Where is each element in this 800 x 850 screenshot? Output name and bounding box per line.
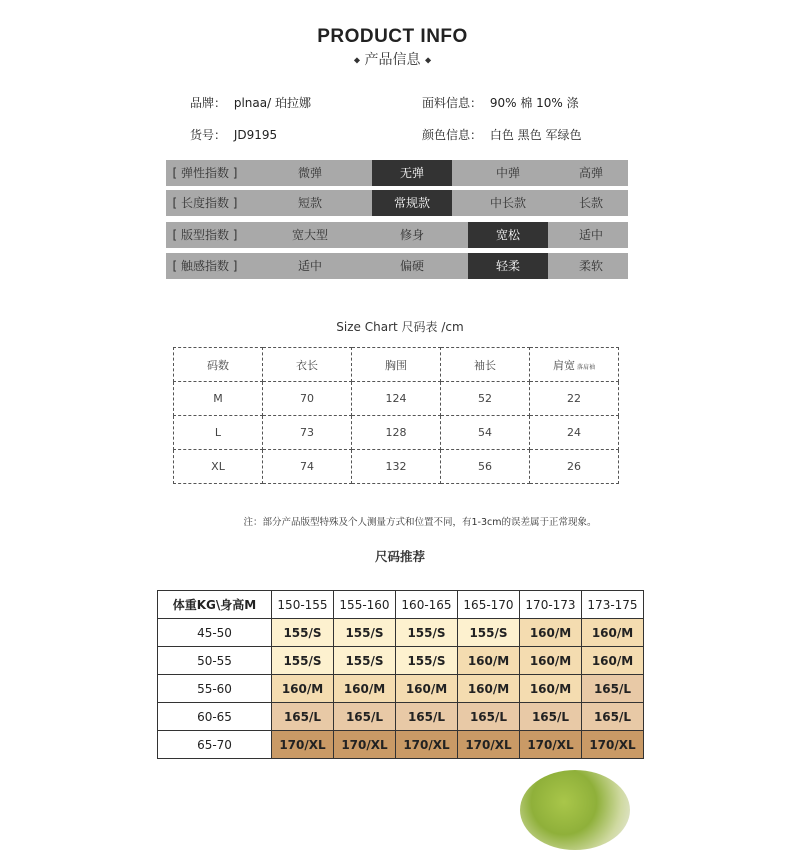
table-cell: 56 bbox=[441, 450, 530, 484]
table-row bbox=[158, 731, 644, 759]
color-label: 颜色信息： bbox=[422, 128, 483, 142]
attribute-option: 长款 bbox=[578, 196, 603, 210]
header-text: 码数 bbox=[207, 358, 229, 372]
subtitle-text: 产品信息 bbox=[364, 52, 421, 68]
header-text: 袖长 bbox=[474, 358, 496, 372]
size-cell: 165/L bbox=[272, 703, 334, 731]
size-cell: 160/M bbox=[582, 647, 644, 675]
attribute-bar bbox=[166, 160, 628, 186]
table-row bbox=[174, 450, 619, 484]
size-recommendation-table bbox=[157, 590, 644, 759]
height-header: 155-160 bbox=[334, 591, 396, 619]
attribute-bar bbox=[166, 190, 628, 216]
diamond-icon: ◆ bbox=[424, 55, 432, 65]
sku-label: 货号： bbox=[190, 128, 227, 142]
table-row bbox=[158, 703, 644, 731]
size-chart-header-row bbox=[174, 348, 619, 382]
size-cell: 165/L bbox=[582, 675, 644, 703]
attribute-bar bbox=[166, 222, 628, 248]
attribute-label: [ 长度指数 ] bbox=[172, 196, 238, 210]
size-cell: 160/M bbox=[458, 675, 520, 703]
size-cell: 155/S bbox=[458, 619, 520, 647]
attribute-option-selected: 宽松 bbox=[468, 222, 548, 248]
table-cell: 70 bbox=[263, 382, 352, 416]
attribute-option: 柔软 bbox=[578, 259, 603, 273]
size-cell: 155/S bbox=[334, 647, 396, 675]
table-cell: 73 bbox=[263, 416, 352, 450]
weight-header: 45-50 bbox=[158, 619, 272, 647]
height-header: 165-170 bbox=[458, 591, 520, 619]
brand-value: plnaa/ 珀拉娜 bbox=[233, 96, 311, 110]
table-cell: M bbox=[174, 382, 263, 416]
table-row bbox=[158, 675, 644, 703]
size-recommendation-title: 尺码推荐 bbox=[374, 549, 425, 564]
size-cell: 155/S bbox=[334, 619, 396, 647]
recommend-corner: 体重KG\身高M bbox=[158, 591, 272, 619]
size-chart-header bbox=[352, 348, 441, 382]
attribute-option: 宽大型 bbox=[291, 228, 328, 242]
weight-header: 65-70 bbox=[158, 731, 272, 759]
size-chart-header bbox=[174, 348, 263, 382]
table-cell: 26 bbox=[530, 450, 619, 484]
size-cell: 165/L bbox=[520, 703, 582, 731]
diamond-icon: ◆ bbox=[353, 55, 361, 65]
product-thumbnail bbox=[520, 770, 630, 850]
table-cell: 128 bbox=[352, 416, 441, 450]
size-chart-header bbox=[263, 348, 352, 382]
size-cell: 160/M bbox=[520, 675, 582, 703]
size-cell: 155/S bbox=[272, 619, 334, 647]
size-cell: 160/M bbox=[458, 647, 520, 675]
table-cell: 132 bbox=[352, 450, 441, 484]
attribute-option: 中长款 bbox=[489, 196, 526, 210]
header-text: 衣长 bbox=[296, 358, 318, 372]
attribute-option: 偏硬 bbox=[399, 259, 424, 273]
size-cell: 155/S bbox=[272, 647, 334, 675]
table-cell: XL bbox=[174, 450, 263, 484]
size-cell: 170/XL bbox=[334, 731, 396, 759]
table-row bbox=[174, 416, 619, 450]
fabric-info bbox=[422, 94, 579, 111]
fabric-value: 90% 棉 10% 涤 bbox=[489, 96, 579, 110]
sku-value: JD9195 bbox=[233, 128, 278, 142]
size-cell: 160/M bbox=[520, 647, 582, 675]
table-cell: 124 bbox=[352, 382, 441, 416]
size-cell: 160/M bbox=[520, 619, 582, 647]
size-cell: 170/XL bbox=[272, 731, 334, 759]
weight-header: 50-55 bbox=[158, 647, 272, 675]
page-title: PRODUCT INFO bbox=[317, 26, 468, 47]
table-row bbox=[158, 647, 644, 675]
size-cell: 155/S bbox=[396, 619, 458, 647]
sku-info bbox=[190, 126, 277, 143]
size-chart-header bbox=[530, 348, 619, 382]
attribute-option-selected: 轻柔 bbox=[468, 253, 548, 279]
height-header: 173-175 bbox=[582, 591, 644, 619]
weight-header: 60-65 bbox=[158, 703, 272, 731]
attribute-option: 中弹 bbox=[495, 166, 520, 180]
attribute-option: 高弹 bbox=[578, 166, 603, 180]
size-chart-table bbox=[173, 347, 619, 484]
recommend-header-row bbox=[158, 591, 644, 619]
size-cell: 165/L bbox=[582, 703, 644, 731]
table-cell: 24 bbox=[530, 416, 619, 450]
size-cell: 160/M bbox=[396, 675, 458, 703]
attribute-option: 微弹 bbox=[297, 166, 322, 180]
size-cell: 160/M bbox=[334, 675, 396, 703]
height-header: 170-173 bbox=[520, 591, 582, 619]
size-cell: 170/XL bbox=[396, 731, 458, 759]
size-chart-title: Size Chart 尺码表 /cm bbox=[336, 320, 464, 334]
table-cell: 54 bbox=[441, 416, 530, 450]
size-cell: 165/L bbox=[396, 703, 458, 731]
table-cell: 52 bbox=[441, 382, 530, 416]
size-cell: 155/S bbox=[396, 647, 458, 675]
shoulder-note: 落肩袖 bbox=[576, 363, 595, 371]
size-cell: 160/M bbox=[272, 675, 334, 703]
header-text: 肩宽 bbox=[552, 358, 575, 372]
size-cell: 165/L bbox=[334, 703, 396, 731]
attribute-option: 适中 bbox=[578, 228, 603, 242]
color-info bbox=[422, 126, 581, 143]
table-cell: 22 bbox=[530, 382, 619, 416]
table-cell: L bbox=[174, 416, 263, 450]
weight-header: 55-60 bbox=[158, 675, 272, 703]
page-subtitle bbox=[0, 49, 785, 69]
attribute-option: 修身 bbox=[399, 228, 424, 242]
attribute-bar bbox=[166, 253, 628, 279]
attribute-option-selected: 常规款 bbox=[372, 190, 452, 216]
attribute-option: 短款 bbox=[297, 196, 322, 210]
size-cell: 170/XL bbox=[520, 731, 582, 759]
table-cell: 74 bbox=[263, 450, 352, 484]
size-cell: 170/XL bbox=[458, 731, 520, 759]
table-row bbox=[158, 619, 644, 647]
size-cell: 160/M bbox=[582, 619, 644, 647]
size-cell: 165/L bbox=[458, 703, 520, 731]
table-row bbox=[174, 382, 619, 416]
brand-info bbox=[190, 94, 311, 111]
size-chart-header bbox=[441, 348, 530, 382]
attribute-label: [ 弹性指数 ] bbox=[172, 166, 238, 180]
height-header: 150-155 bbox=[272, 591, 334, 619]
attribute-label: [ 版型指数 ] bbox=[172, 228, 238, 242]
color-value: 白色 黑色 军绿色 bbox=[489, 128, 582, 142]
fabric-label: 面料信息： bbox=[422, 96, 483, 110]
measurement-note: 注：部分产品版型特殊及个人测量方式和位置不同，有1-3cm的误差属于正常现象。 bbox=[243, 517, 597, 528]
height-header: 160-165 bbox=[396, 591, 458, 619]
brand-label: 品牌： bbox=[190, 96, 227, 110]
attribute-option: 适中 bbox=[297, 259, 322, 273]
attribute-label: [ 触感指数 ] bbox=[172, 259, 238, 273]
header-text: 胸围 bbox=[385, 358, 407, 372]
attribute-option-selected: 无弹 bbox=[372, 160, 452, 186]
size-cell: 170/XL bbox=[582, 731, 644, 759]
